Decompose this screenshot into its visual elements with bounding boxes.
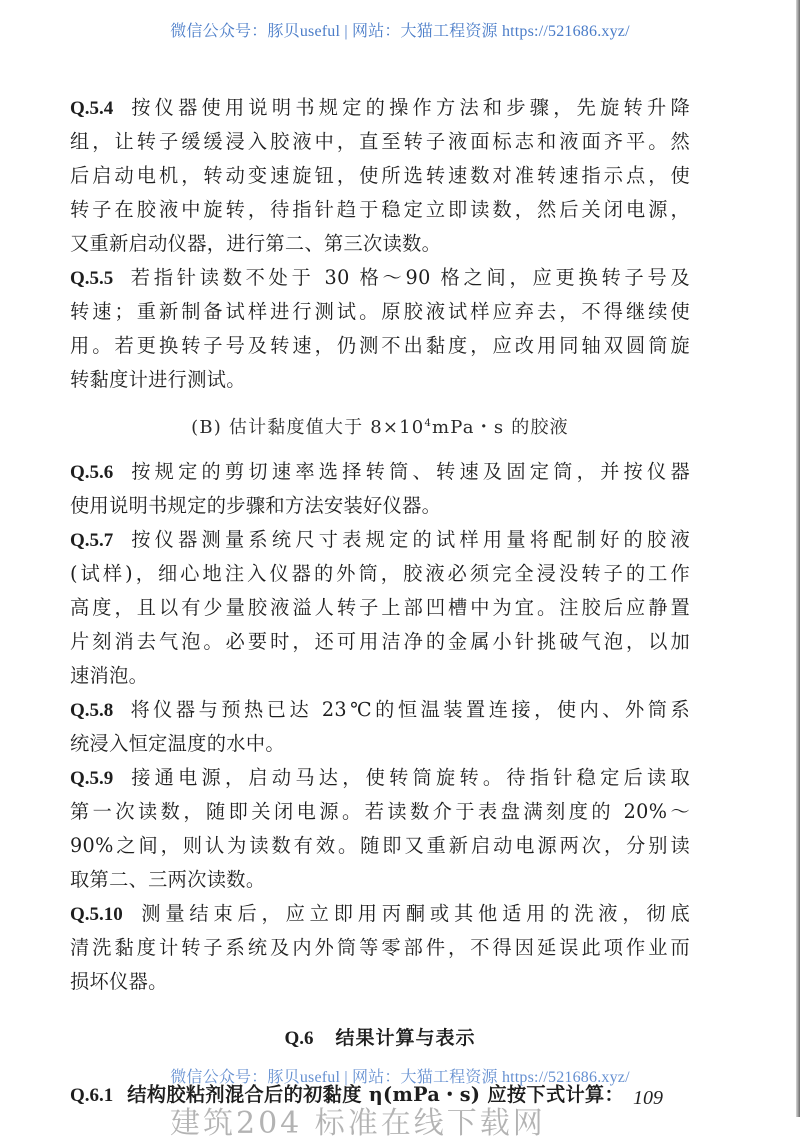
clause-number: Q.5.9 <box>70 768 114 789</box>
section-heading-q-6 <box>70 1021 690 1056</box>
clause-text-line: 测量结束后，应立即用丙酮或其他适用的洗液，彻底 <box>136 902 690 925</box>
clause-text-line: 按仪器测量系统尺寸表规定的试样用量将配制好的胶液 <box>127 528 690 551</box>
clause-number: Q.5.4 <box>70 98 114 119</box>
clause-text-line: 用。若更换转子号及转速，仍测不出黏度，应改用同轴双圆筒旋 <box>70 334 690 357</box>
clause-q-5-4 <box>70 91 690 261</box>
clause-q-5-9 <box>70 761 690 897</box>
document-page <box>70 91 690 1112</box>
clause-text-line: 转黏度计进行测试。 <box>70 368 246 391</box>
clause-text-line: 将仪器与预热已达 23℃的恒温装置连接，使内、外筒系 <box>127 698 690 721</box>
clause-text-line: 统浸入恒定温度的水中。 <box>70 732 285 755</box>
section-title: 结果计算与表示 <box>335 1027 476 1049</box>
clause-text-line: 损坏仪器。 <box>70 970 168 993</box>
clause-text-line: 速消泡。 <box>70 664 149 687</box>
clause-text-line: 组，让转子缓缓浸入胶液中，直至转子液面标志和液面齐平。然 <box>70 130 690 153</box>
page-number: 109 <box>633 1087 663 1109</box>
clause-text-line: 按仪器使用说明书规定的操作方法和步骤，先旋转升降 <box>127 96 690 119</box>
clause-q-5-8 <box>70 693 690 761</box>
footer-watermark-text: 建筑204 标准在线下载网 <box>170 1106 546 1141</box>
clause-number: Q.5.5 <box>70 268 114 289</box>
clause-text-line: 接通电源，启动马达，使转筒旋转。待指针稳定后读取 <box>127 766 690 789</box>
clause-text-line: 使用说明书规定的步骤和方法安装好仪器。 <box>70 494 442 517</box>
clause-q-5-7 <box>70 523 690 693</box>
clause-number: Q.5.7 <box>70 530 114 551</box>
clause-q-5-10 <box>70 897 690 999</box>
clause-text-line: 第一次读数，随即关闭电源。若读数介于表盘满刻度的 20%～ <box>70 800 690 823</box>
clause-text-line: 又重新启动仪器，进行第二、第三次读数。 <box>70 232 442 255</box>
subheading-b <box>70 407 690 445</box>
clause-text-line: 片刻消去气泡。必要时，还可用洁净的金属小针挑破气泡，以加 <box>70 630 690 653</box>
clause-text-line: 后启动电机，转动变速旋钮，使所选转速数对准转速指示点，使 <box>70 164 690 187</box>
clause-q-5-5 <box>70 261 690 397</box>
clause-text-line: 转子在胶液中旋转，待指针趋于稳定立即读数，然后关闭电源， <box>70 198 690 221</box>
clause-text-line: 清洗黏度计转子系统及内外筒等零部件，不得因延误此项作业而 <box>70 936 690 959</box>
subheading-prefix: (B) 估计黏度值大于 8×10 <box>191 417 425 438</box>
subheading-suffix: mPa・s 的胶液 <box>432 417 569 438</box>
section-number: Q.6 <box>284 1028 314 1049</box>
clause-number: Q.5.8 <box>70 700 114 721</box>
watermark-top: 微信公众号：豚贝useful | 网站：大猫工程资源 https://521686.xyz/ <box>170 23 630 40</box>
page-edge-shadow <box>796 0 800 1117</box>
subheading-exponent: 4 <box>424 418 433 429</box>
clause-text-line: 按规定的剪切速率选择转筒、转速及固定筒，并按仪器 <box>127 460 690 483</box>
clause-text-line: 90%之间，则认为读数有效。随即又重新启动电源两次，分别读 <box>70 834 690 857</box>
clause-q-5-6 <box>70 455 690 523</box>
clause-number: Q.5.6 <box>70 462 114 483</box>
clause-text-line: 高度，且以有少量胶液溢人转子上部凹槽中为宜。注胶后应静置 <box>70 596 690 619</box>
clause-text-line: 结构胶粘剂混合后的初黏度 η(mPa・s) 应按下式计算： <box>127 1083 625 1106</box>
clause-text-line: 取第二、三两次读数。 <box>70 868 266 891</box>
clause-text-line: 转速；重新制备试样进行测试。原胶液试样应弃去，不得继续使 <box>70 300 690 323</box>
clause-text-line: 若指针读数不处于 30 格～90 格之间，应更换转子号及 <box>127 266 690 289</box>
clause-number: Q.5.10 <box>70 904 123 925</box>
clause-number: Q.6.1 <box>70 1085 114 1106</box>
clause-text-line: (试样)，细心地注入仪器的外筒，胶液必须完全浸没转子的工作 <box>70 562 690 585</box>
watermark-bottom: 微信公众号：豚贝useful | 网站：大猫工程资源 https://521686.xyz/ <box>170 1069 630 1086</box>
